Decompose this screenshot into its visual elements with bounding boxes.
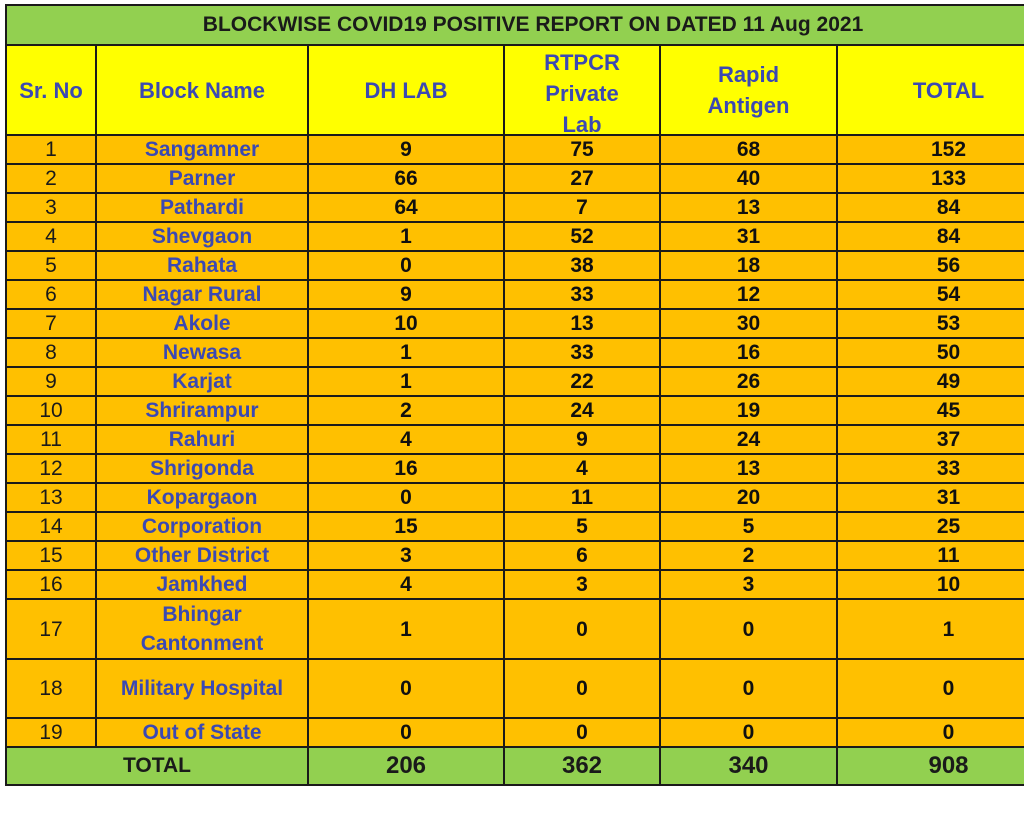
dh-lab-cell: 3 (308, 541, 504, 570)
total-cell: 25 (837, 512, 1024, 541)
rapid-antigen-cell: 31 (660, 222, 837, 251)
sr-no-cell: 1 (6, 135, 96, 164)
rtpcr-cell: 6 (504, 541, 660, 570)
dh-lab-cell: 0 (308, 483, 504, 512)
dh-lab-cell: 15 (308, 512, 504, 541)
table-row (6, 541, 1024, 570)
block-name-cell: Other District (96, 541, 308, 570)
block-name-cell: Out of State (96, 718, 308, 747)
header-dh-lab: DH LAB (308, 45, 504, 135)
dh-lab-cell: 0 (308, 659, 504, 718)
rapid-antigen-cell: 68 (660, 135, 837, 164)
dh-lab-cell: 4 (308, 425, 504, 454)
rtpcr-cell: 9 (504, 425, 660, 454)
block-name-cell: Akole (96, 309, 308, 338)
header-rapid-line-1: Rapid (717, 62, 780, 87)
rapid-antigen-cell: 13 (660, 193, 837, 222)
table-row (6, 164, 1024, 193)
block-name-cell: Sangamner (96, 135, 308, 164)
rtpcr-cell: 0 (504, 599, 660, 659)
dh-lab-cell: 4 (308, 570, 504, 599)
total-cell: 84 (837, 222, 1024, 251)
header-sr-no: Sr. No (6, 45, 96, 135)
total-cell: 37 (837, 425, 1024, 454)
rtpcr-cell: 3 (504, 570, 660, 599)
sr-no-cell: 11 (6, 425, 96, 454)
table-row (6, 718, 1024, 747)
rapid-antigen-cell: 0 (660, 599, 837, 659)
sr-no-cell: 12 (6, 454, 96, 483)
table-row (6, 222, 1024, 251)
block-name-cell: Pathardi (96, 193, 308, 222)
rapid-antigen-cell: 18 (660, 251, 837, 280)
table-row (6, 570, 1024, 599)
rapid-antigen-cell: 24 (660, 425, 837, 454)
sr-no-cell: 7 (6, 309, 96, 338)
rtpcr-cell: 5 (504, 512, 660, 541)
dh-lab-cell: 10 (308, 309, 504, 338)
table-row (6, 425, 1024, 454)
sr-no-cell: 9 (6, 367, 96, 396)
rapid-antigen-cell: 16 (660, 338, 837, 367)
sr-no-cell: 19 (6, 718, 96, 747)
block-name-line-1: Bhingar (162, 603, 242, 626)
table-row (6, 338, 1024, 367)
header-rapid-antigen (660, 45, 837, 135)
rtpcr-cell: 52 (504, 222, 660, 251)
total-row (6, 747, 1024, 785)
title-row (6, 5, 1024, 45)
block-name-cell: Shrirampur (96, 396, 308, 425)
total-rapid: 340 (660, 747, 837, 785)
rtpcr-cell: 4 (504, 454, 660, 483)
rtpcr-cell: 75 (504, 135, 660, 164)
rapid-antigen-cell: 20 (660, 483, 837, 512)
table-row (6, 483, 1024, 512)
total-cell: 50 (837, 338, 1024, 367)
block-name-cell: Newasa (96, 338, 308, 367)
total-cell: 33 (837, 454, 1024, 483)
rapid-antigen-cell: 5 (660, 512, 837, 541)
block-name-cell: Military Hospital (96, 659, 308, 718)
sr-no-cell: 18 (6, 659, 96, 718)
header-rtpcr-line-3: Lab (562, 112, 602, 133)
table-row (6, 309, 1024, 338)
block-name-cell: Jamkhed (96, 570, 308, 599)
header-row (6, 45, 1024, 135)
rapid-antigen-cell: 0 (660, 659, 837, 718)
rapid-antigen-cell: 19 (660, 396, 837, 425)
dh-lab-cell: 1 (308, 367, 504, 396)
dh-lab-cell: 9 (308, 135, 504, 164)
total-cell: 10 (837, 570, 1024, 599)
rtpcr-cell: 24 (504, 396, 660, 425)
rtpcr-cell: 0 (504, 659, 660, 718)
block-name-cell (96, 599, 308, 659)
header-rapid-line-2: Antigen (707, 93, 790, 118)
sr-no-cell: 2 (6, 164, 96, 193)
rtpcr-cell: 33 (504, 338, 660, 367)
rapid-antigen-cell: 26 (660, 367, 837, 396)
dh-lab-cell: 16 (308, 454, 504, 483)
block-name-cell: Rahata (96, 251, 308, 280)
block-name-cell: Parner (96, 164, 308, 193)
sr-no-cell: 10 (6, 396, 96, 425)
sr-no-cell: 16 (6, 570, 96, 599)
table-row (6, 454, 1024, 483)
grand-total: 908 (837, 747, 1024, 785)
header-total: TOTAL (837, 45, 1024, 135)
total-rtpcr: 362 (504, 747, 660, 785)
table-row (6, 251, 1024, 280)
dh-lab-cell: 1 (308, 338, 504, 367)
rapid-antigen-cell: 12 (660, 280, 837, 309)
table-row (6, 599, 1024, 659)
rapid-antigen-cell: 40 (660, 164, 837, 193)
total-cell: 53 (837, 309, 1024, 338)
rapid-antigen-cell: 13 (660, 454, 837, 483)
table-row (6, 280, 1024, 309)
sr-no-cell: 13 (6, 483, 96, 512)
header-rtpcr-line-2: Private (545, 81, 619, 106)
dh-lab-cell: 1 (308, 222, 504, 251)
block-name-line-2: Cantonment (140, 632, 264, 655)
sr-no-cell: 15 (6, 541, 96, 570)
sr-no-cell: 4 (6, 222, 96, 251)
block-name-cell: Nagar Rural (96, 280, 308, 309)
rtpcr-cell: 38 (504, 251, 660, 280)
rtpcr-cell: 11 (504, 483, 660, 512)
block-name-cell: Shrigonda (96, 454, 308, 483)
dh-lab-cell: 64 (308, 193, 504, 222)
block-name-cell: Corporation (96, 512, 308, 541)
block-name-cell: Shevgaon (96, 222, 308, 251)
table-row (6, 193, 1024, 222)
total-cell: 133 (837, 164, 1024, 193)
total-cell: 49 (837, 367, 1024, 396)
sr-no-cell: 14 (6, 512, 96, 541)
covid-report-table (5, 4, 1024, 786)
rapid-antigen-cell: 3 (660, 570, 837, 599)
sr-no-cell: 17 (6, 599, 96, 659)
dh-lab-cell: 2 (308, 396, 504, 425)
total-cell: 152 (837, 135, 1024, 164)
dh-lab-cell: 66 (308, 164, 504, 193)
total-cell: 1 (837, 599, 1024, 659)
rtpcr-cell: 7 (504, 193, 660, 222)
total-cell: 84 (837, 193, 1024, 222)
table-body (6, 135, 1024, 747)
sr-no-cell: 6 (6, 280, 96, 309)
dh-lab-cell: 9 (308, 280, 504, 309)
total-cell: 54 (837, 280, 1024, 309)
sr-no-cell: 8 (6, 338, 96, 367)
sr-no-cell: 5 (6, 251, 96, 280)
report-container (5, 4, 1019, 786)
dh-lab-cell: 0 (308, 251, 504, 280)
table-row (6, 659, 1024, 718)
header-rtpcr-line-1: RTPCR (544, 50, 620, 75)
table-row (6, 512, 1024, 541)
total-cell: 0 (837, 718, 1024, 747)
rapid-antigen-cell: 0 (660, 718, 837, 747)
block-name-cell: Rahuri (96, 425, 308, 454)
total-cell: 0 (837, 659, 1024, 718)
table-row (6, 396, 1024, 425)
rapid-antigen-cell: 30 (660, 309, 837, 338)
dh-lab-cell: 1 (308, 599, 504, 659)
rtpcr-cell: 22 (504, 367, 660, 396)
total-cell: 45 (837, 396, 1024, 425)
total-label: TOTAL (6, 747, 308, 785)
total-cell: 31 (837, 483, 1024, 512)
block-name-cell: Karjat (96, 367, 308, 396)
header-block-name: Block Name (96, 45, 308, 135)
total-cell: 56 (837, 251, 1024, 280)
header-rtpcr-private-lab (504, 45, 660, 135)
table-row (6, 135, 1024, 164)
report-title: BLOCKWISE COVID19 POSITIVE REPORT ON DATED 11 Aug 2021 (6, 5, 1024, 45)
rtpcr-cell: 13 (504, 309, 660, 338)
rtpcr-cell: 0 (504, 718, 660, 747)
rtpcr-cell: 33 (504, 280, 660, 309)
total-dh-lab: 206 (308, 747, 504, 785)
sr-no-cell: 3 (6, 193, 96, 222)
table-row (6, 367, 1024, 396)
rtpcr-cell: 27 (504, 164, 660, 193)
total-cell: 11 (837, 541, 1024, 570)
block-name-cell: Kopargaon (96, 483, 308, 512)
rapid-antigen-cell: 2 (660, 541, 837, 570)
dh-lab-cell: 0 (308, 718, 504, 747)
